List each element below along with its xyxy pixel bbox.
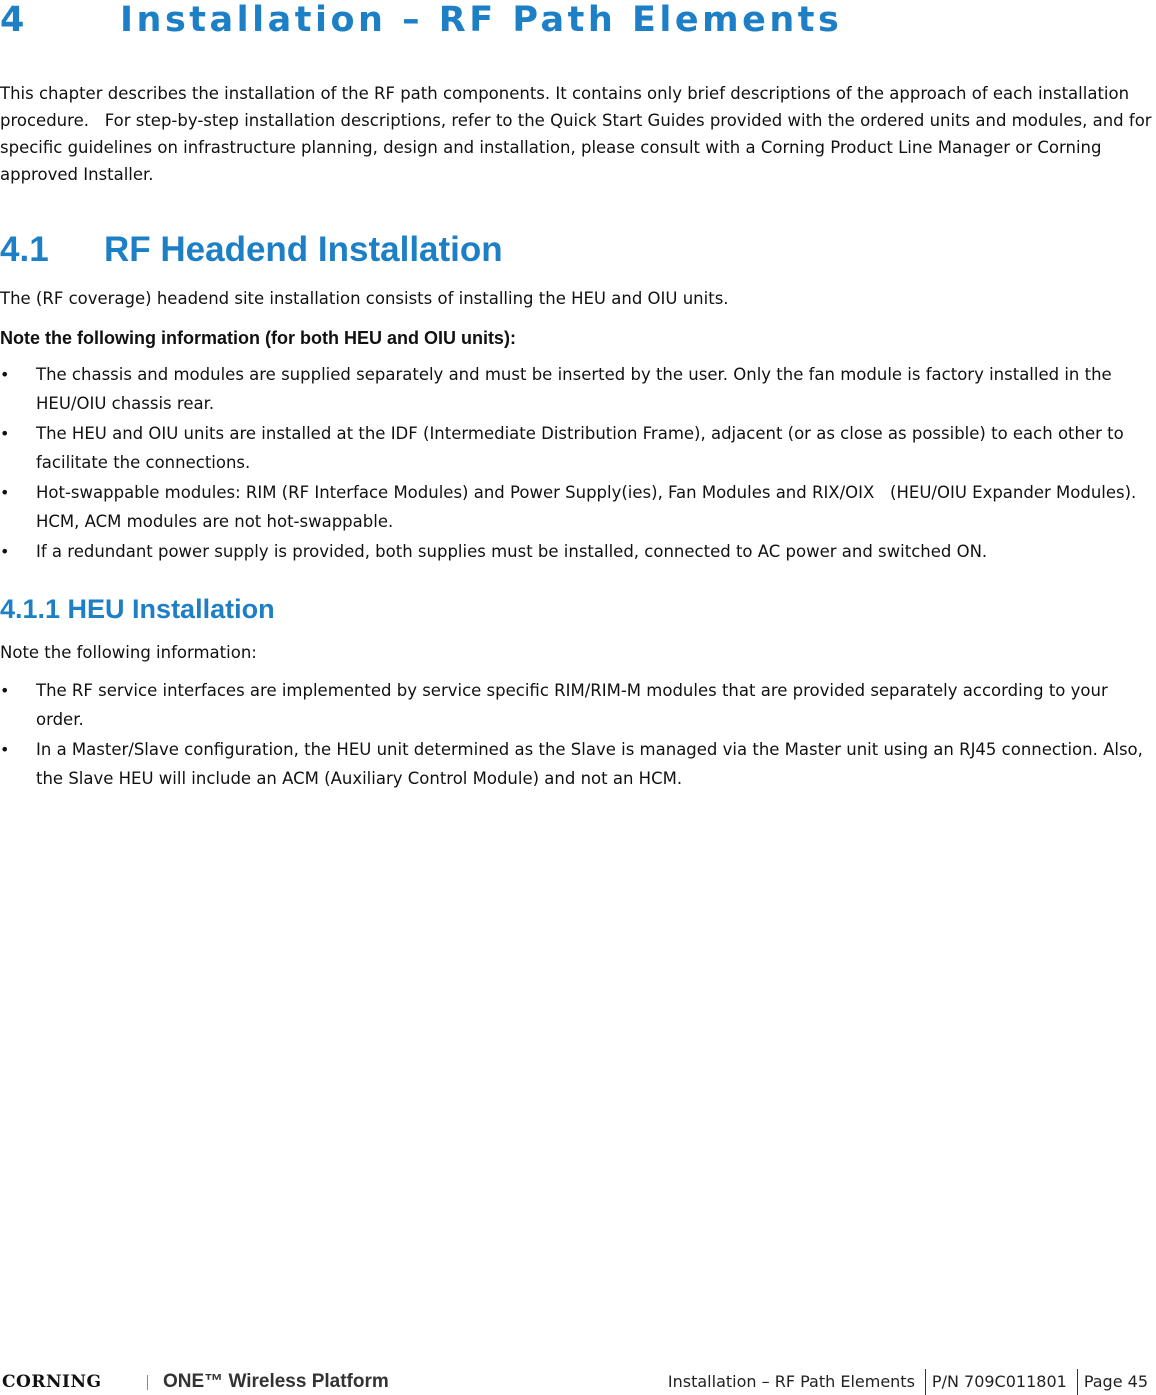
bullet-icon: •	[0, 542, 10, 561]
bullet-icon: •	[0, 365, 10, 384]
corning-logo: CORNING	[2, 1372, 102, 1392]
footer-divider	[925, 1369, 926, 1395]
chapter-title	[0, 0, 842, 40]
list-item: • Hot-swappable modules: RIM (RF Interface Modules) and Power Supply(ies), Fan Modules and RIX/OIX (HEU/OIU Expander Modules). HCM, ACM modules are not hot-swappable.	[0, 478, 1156, 536]
page-footer	[0, 1368, 1156, 1395]
subsection-bullet-list	[0, 676, 1156, 794]
section-title: RF Headend Installation	[104, 230, 503, 269]
bullet-icon: •	[0, 740, 10, 759]
chapter-intro: This chapter describes the installation of the RF path components. It contains only brief descriptions of the approach of each installation procedure. For step-by-step installation descriptions, refer to the Quick Start Guides provided with the ordered units and modules, and for specific guidelines on infrastructure planning, design and installation, please consult with a Corning Product Line Manager or Corning approved Installer.	[0, 84, 1152, 184]
footer-page-number: Page 45	[1083, 1372, 1148, 1391]
section-number: 4.1	[0, 230, 49, 269]
section-bullet-list	[0, 360, 1156, 567]
list-item: • In a Master/Slave configuration, the HEU unit determined as the Slave is managed via the Master unit using an RJ45 connection. Also, the Slave HEU will include an ACM (Auxiliary Control Module) and not an HCM.	[0, 735, 1156, 793]
subsection-heading: 4.1.1 HEU Installation	[0, 594, 275, 624]
list-item: • The chassis and modules are supplied separately and must be inserted by the user. Only the fan module is factory installed in the HEU/OIU chassis rear.	[0, 360, 1156, 418]
list-item: • The HEU and OIU units are installed at the IDF (Intermediate Distribution Frame), adjacent (or as close as possible) to each other to facilitate the connections.	[0, 419, 1156, 477]
chapter-number: 4	[0, 0, 28, 40]
footer-running-header	[668, 1368, 1148, 1395]
footer-divider	[1077, 1369, 1078, 1395]
footer-part-number: P/N 709C011801	[931, 1372, 1067, 1391]
note-title: Note the following information (for both HEU and OIU units):	[0, 328, 516, 348]
section-intro: The (RF coverage) headend site installation consists of installing the HEU and OIU units.	[0, 289, 729, 308]
list-item: • If a redundant power supply is provided, both supplies must be installed, connected to AC power and switched ON.	[0, 537, 1156, 566]
chapter-title-text: Installation – RF Path Elements	[120, 0, 843, 40]
bullet-icon: •	[0, 681, 10, 700]
one-wireless-platform-logo: ONE™ Wireless Platform	[163, 1371, 389, 1392]
footer-running-title: Installation – RF Path Elements	[667, 1372, 915, 1391]
bullet-icon: •	[0, 424, 10, 443]
subsection-intro: Note the following information:	[0, 643, 257, 662]
logo-divider	[147, 1375, 148, 1390]
list-item: • The RF service interfaces are implemented by service specific RIM/RIM-M modules that are provided separately according to your order.	[0, 676, 1156, 734]
bullet-icon: •	[0, 483, 10, 502]
section-heading	[0, 228, 503, 272]
